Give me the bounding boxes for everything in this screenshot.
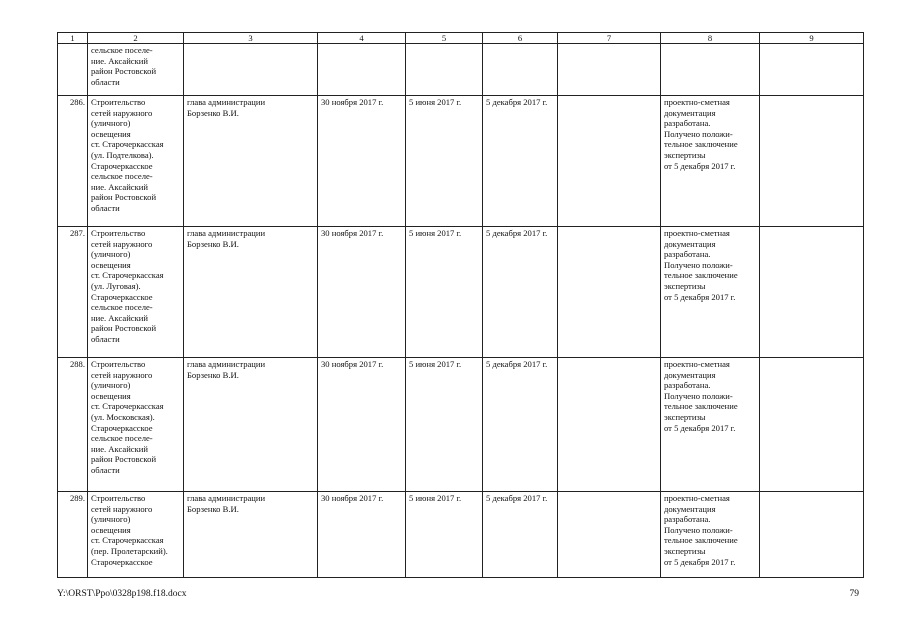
table-row — [58, 96, 864, 227]
empty-cell — [760, 96, 864, 227]
table-row — [58, 492, 864, 578]
empty-cell — [558, 44, 661, 96]
row-number: 288. — [58, 358, 88, 492]
empty-cell — [760, 44, 864, 96]
page-number: 79 — [849, 589, 859, 599]
object-cell: Строительство сетей наружного (уличного) освещения ст. Старочеркасская (ул. Луговая). Старочеркасское сельское поселе- ние. Аксайский район Ростовской области — [88, 227, 184, 358]
header-row — [58, 33, 864, 44]
date-cell: 30 ноября 2017 г. — [318, 492, 406, 578]
footer-file-path: Y:\ORST\Ppo\0328p198.f18.docx — [57, 589, 187, 599]
row-number — [58, 44, 88, 96]
column-header: 6 — [483, 33, 558, 44]
empty-cell — [558, 492, 661, 578]
date-cell: 5 декабря 2017 г. — [483, 96, 558, 227]
column-header: 8 — [661, 33, 760, 44]
date-cell: 5 декабря 2017 г. — [483, 227, 558, 358]
status-cell: проектно-сметная документация разработана. Получено положи- тельное заключение экспертизы от 5 декабря 2017 г. — [661, 96, 760, 227]
row-number: 286. — [58, 96, 88, 227]
column-header: 4 — [318, 33, 406, 44]
object-cell: сельское поселе- ние. Аксайский район Ростовской области — [88, 44, 184, 96]
date-cell: 30 ноября 2017 г. — [318, 227, 406, 358]
date-cell — [406, 44, 483, 96]
responsible-cell — [184, 44, 318, 96]
date-cell: 5 июня 2017 г. — [406, 96, 483, 227]
empty-cell — [760, 358, 864, 492]
date-cell: 5 декабря 2017 г. — [483, 492, 558, 578]
date-cell: 30 ноября 2017 г. — [318, 358, 406, 492]
table-row — [58, 227, 864, 358]
empty-cell — [760, 227, 864, 358]
status-cell: проектно-сметная документация разработана. Получено положи- тельное заключение экспертизы от 5 декабря 2017 г. — [661, 492, 760, 578]
date-cell: 5 декабря 2017 г. — [483, 358, 558, 492]
date-cell: 30 ноября 2017 г. — [318, 96, 406, 227]
object-cell: Строительство сетей наружного (уличного) освещения ст. Старочеркасская (ул. Московская). Старочеркасское сельское поселе- ние. Аксайский район Ростовской области — [88, 358, 184, 492]
table-row — [58, 358, 864, 492]
row-number: 287. — [58, 227, 88, 358]
empty-cell — [558, 358, 661, 492]
responsible-cell: глава администрации Борзенко В.И. — [184, 358, 318, 492]
table-row — [58, 44, 864, 96]
column-header: 2 — [88, 33, 184, 44]
column-header: 7 — [558, 33, 661, 44]
status-cell: проектно-сметная документация разработана. Получено положи- тельное заключение экспертизы от 5 декабря 2017 г. — [661, 227, 760, 358]
date-cell: 5 июня 2017 г. — [406, 227, 483, 358]
date-cell — [318, 44, 406, 96]
object-cell: Строительство сетей наружного (уличного) освещения ст. Старочеркасская (пер. Пролетарский). Старочеркасское — [88, 492, 184, 578]
date-cell: 5 июня 2017 г. — [406, 358, 483, 492]
column-header: 1 — [58, 33, 88, 44]
empty-cell — [558, 96, 661, 227]
responsible-cell: глава администрации Борзенко В.И. — [184, 492, 318, 578]
column-header: 5 — [406, 33, 483, 44]
date-cell — [483, 44, 558, 96]
row-number: 289. — [58, 492, 88, 578]
empty-cell — [760, 492, 864, 578]
date-cell: 5 июня 2017 г. — [406, 492, 483, 578]
column-header: 3 — [184, 33, 318, 44]
schedule-table — [57, 32, 864, 578]
status-cell — [661, 44, 760, 96]
status-cell: проектно-сметная документация разработана. Получено положи- тельное заключение экспертизы от 5 декабря 2017 г. — [661, 358, 760, 492]
responsible-cell: глава администрации Борзенко В.И. — [184, 227, 318, 358]
object-cell: Строительство сетей наружного (уличного) освещения ст. Старочеркасская (ул. Подтелкова). Старочеркасское сельское поселе- ние. Аксайский район Ростовской области — [88, 96, 184, 227]
empty-cell — [558, 227, 661, 358]
responsible-cell: глава администрации Борзенко В.И. — [184, 96, 318, 227]
column-header: 9 — [760, 33, 864, 44]
